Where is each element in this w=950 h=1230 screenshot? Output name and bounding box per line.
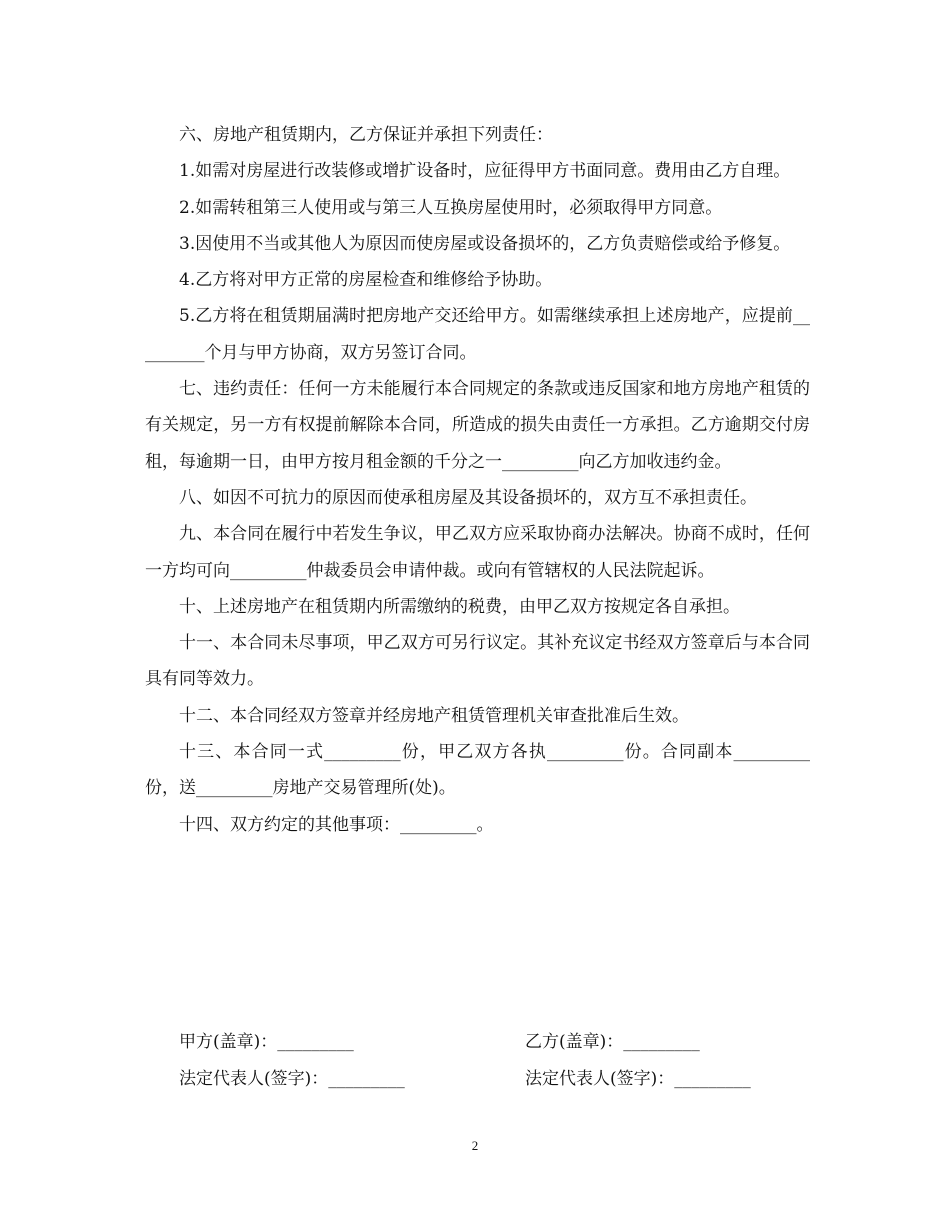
- clause-10-taxes: 十、上述房地产在租赁期内所需缴纳的税费，由甲乙双方按规定各自承担。: [179, 596, 740, 617]
- clause-6-item-4: 4.乙方将对甲方正常的房屋检查和维修给予协助。: [179, 270, 553, 291]
- party-b-seal-line: 乙方(盖章)：_________: [525, 1032, 700, 1052]
- clause-12-effect: 十二、本合同经双方签章并经房地产租赁管理机关审查批准后生效。: [179, 705, 689, 726]
- clause-11-supplements: 十一、本合同未尽事项，甲乙双方可另行议定。其补充议定书经双方签章后与本合同具有同等效力。: [145, 633, 810, 690]
- clause-7-breach: 七、违约责任：任何一方未能履行本合同规定的条款或违反国家和地方房地产租赁的有关规定，另一方有权提前解除本合同，所造成的损失由责任一方承担。乙方逾期交付房租，每逾期一日，由甲方按月租金额的千分之一_________向乙方加收违约金。: [145, 379, 810, 472]
- clause-9-disputes: 九、本合同在履行中若发生争议，甲乙双方应采取协商办法解决。协商不成时，任何一方均可向_________仲裁委员会申请仲裁。或向有管辖权的人民法院起诉。: [145, 524, 810, 581]
- clause-6-heading: 六、房地产租赁期内，乙方保证并承担下列责任：: [179, 125, 553, 145]
- party-a-representative-line: 法定代表人(签字)：_________: [179, 1069, 405, 1089]
- page-number: 2: [471, 1138, 479, 1153]
- clause-6-item-5: 5.乙方将在租赁期届满时把房地产交还给甲方。如需继续承担上述房地产，应提前_________个月与甲方协商，双方另签订合同。: [145, 306, 810, 363]
- contract-body: [145, 117, 810, 843]
- party-b-representative-line: 法定代表人(签字)：_________: [525, 1069, 751, 1089]
- clause-6-item-1: 1.如需对房屋进行改装修或增扩设备时，应征得甲方书面同意。费用由乙方自理。: [179, 161, 791, 182]
- clause-6-item-3: 3.因使用不当或其他人为原因而使房屋或设备损坏的，乙方负责赔偿或给予修复。: [179, 233, 791, 254]
- clause-13-copies: 十三、本合同一式_________份，甲乙双方各执_________份。合同副本_________份，送_________房地产交易管理所(处)。: [145, 742, 810, 799]
- clause-14-other: 十四、双方约定的其他事项：_________。: [179, 814, 494, 835]
- party-a-seal-line: 甲方(盖章)：_________: [179, 1032, 354, 1052]
- clause-8-force-majeure: 八、如因不可抗力的原因而使承租房屋及其设备损坏的，双方互不承担责任。: [179, 487, 757, 508]
- clause-6-item-2: 2.如需转租第三人使用或与第三人互换房屋使用时，必须取得甲方同意。: [179, 197, 723, 218]
